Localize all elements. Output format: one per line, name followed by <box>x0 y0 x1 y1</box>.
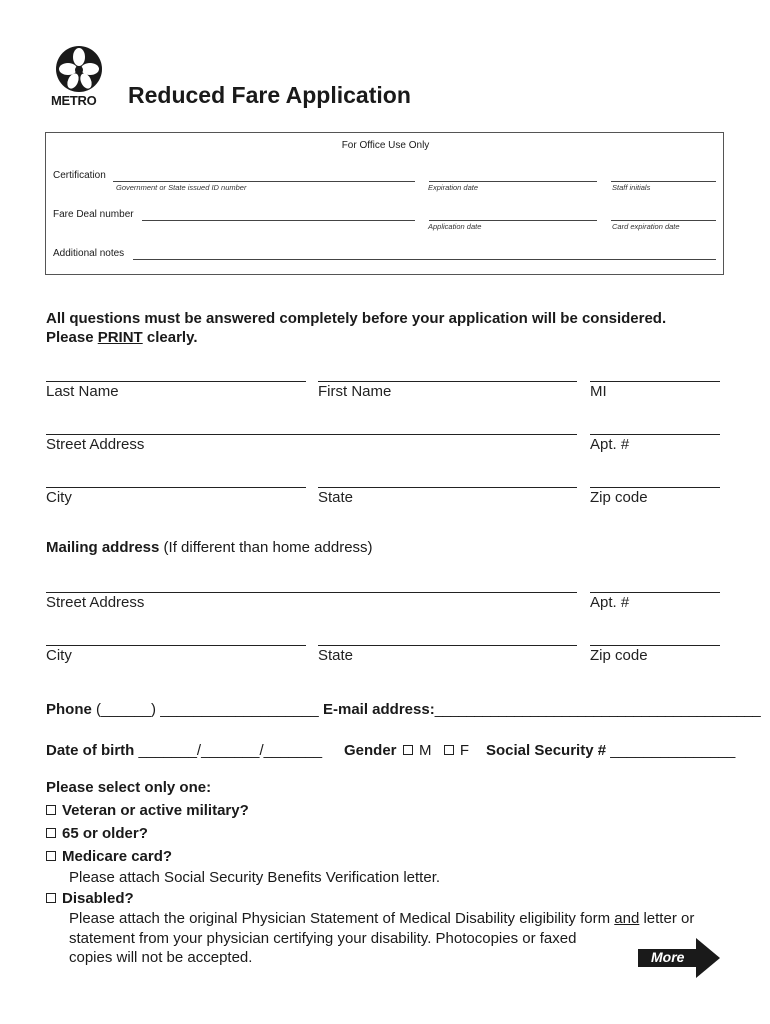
first-name-field[interactable] <box>318 381 577 382</box>
certification-line[interactable] <box>113 181 415 182</box>
gender-f-checkbox[interactable] <box>444 745 454 755</box>
state-field[interactable] <box>318 487 577 488</box>
age65-checkbox[interactable] <box>46 828 56 838</box>
staff-initials-line[interactable] <box>611 181 716 182</box>
veteran-checkbox[interactable] <box>46 805 56 815</box>
mailing-zip-field[interactable] <box>590 645 720 646</box>
option-medicare[interactable]: Medicare card? <box>46 848 172 865</box>
medicare-note: Please attach Social Security Benefits Verification letter. <box>69 869 441 886</box>
page-title: Reduced Fare Application <box>128 82 411 108</box>
application-date-line[interactable] <box>429 220 597 221</box>
dob-field[interactable]: _______/_______/_______ <box>134 742 323 759</box>
certification-label: Certification <box>53 170 106 181</box>
expiration-caption: Expiration date <box>428 183 479 192</box>
mailing-zip-label: Zip code <box>590 647 648 664</box>
phone-field[interactable]: (______) ___________________ <box>91 701 319 718</box>
dob-row <box>46 742 322 760</box>
zip-label: Zip code <box>590 489 648 506</box>
state-label: State <box>318 489 354 506</box>
card-exp-caption: Card expiration date <box>612 222 680 231</box>
mailing-city-label: City <box>46 647 72 664</box>
ssn-label: Social Security # <box>486 742 607 759</box>
gender-f-label: F <box>459 742 470 759</box>
mailing-apt-label: Apt. # <box>590 594 630 611</box>
instructions <box>46 309 666 347</box>
option-65[interactable]: 65 or older? <box>46 825 148 842</box>
gender-label: Gender <box>344 742 397 759</box>
mailing-state-field[interactable] <box>318 645 577 646</box>
street-label: Street Address <box>46 436 145 453</box>
option-disabled[interactable]: Disabled? <box>46 890 134 907</box>
apt-label: Apt. # <box>590 436 630 453</box>
zip-field[interactable] <box>590 487 720 488</box>
mi-field[interactable] <box>590 381 720 382</box>
city-field[interactable] <box>46 487 306 488</box>
office-use-box <box>45 132 724 275</box>
more-label: More <box>651 949 685 965</box>
metro-logo <box>48 44 110 110</box>
ssn-field[interactable]: _______________ <box>606 742 736 759</box>
application-caption: Application date <box>428 222 482 231</box>
options-heading: Please select only one: <box>46 779 212 796</box>
mailing-state-label: State <box>318 647 354 664</box>
street-field[interactable] <box>46 434 577 435</box>
last-name-label: Last Name <box>46 383 119 400</box>
cert-caption: Government or State issued ID number <box>116 183 247 192</box>
fare-deal-line[interactable] <box>142 220 415 221</box>
notes-line[interactable] <box>133 259 716 260</box>
phone-row <box>46 701 319 719</box>
city-label: City <box>46 489 72 506</box>
mailing-apt-field[interactable] <box>590 592 720 593</box>
mi-label: MI <box>590 383 607 400</box>
instructions-line2: Please PRINT clearly. <box>46 329 198 346</box>
mailing-street-label: Street Address <box>46 594 145 611</box>
first-name-label: First Name <box>318 383 392 400</box>
fare-deal-label: Fare Deal number <box>53 209 134 220</box>
medicare-checkbox[interactable] <box>46 851 56 861</box>
mailing-street-field[interactable] <box>46 592 577 593</box>
mailing-city-field[interactable] <box>46 645 306 646</box>
more-button[interactable] <box>638 938 720 978</box>
disabled-note: Please attach the original Physician Statement of Medical Disability eligibility form and letter or statement from your physician certifying your disability. Photocopies or faxed copies will not be accepted. <box>69 910 695 966</box>
last-name-field[interactable] <box>46 381 306 382</box>
dob-label: Date of birth <box>46 742 135 759</box>
email-row <box>323 701 760 719</box>
ssn-row <box>486 742 735 760</box>
option-veteran[interactable]: Veteran or active military? <box>46 802 249 819</box>
card-expiration-line[interactable] <box>611 220 716 221</box>
instructions-line1: All questions must be answered completely before your application will be considered. <box>46 310 667 327</box>
metro-wordmark: METRO <box>51 93 97 108</box>
gender-m-label: M <box>418 742 432 759</box>
office-use-heading: For Office Use Only <box>341 140 430 151</box>
phone-label: Phone <box>46 701 92 718</box>
expiration-line[interactable] <box>429 181 597 182</box>
disabled-checkbox[interactable] <box>46 893 56 903</box>
gender-m-checkbox[interactable] <box>403 745 413 755</box>
mailing-heading: Mailing address (If different than home address) <box>46 539 373 556</box>
staff-caption: Staff initials <box>612 183 651 192</box>
apt-field[interactable] <box>590 434 720 435</box>
email-field[interactable]: _________________________________________ <box>434 701 761 718</box>
gender-row <box>344 742 469 760</box>
notes-label: Additional notes <box>53 248 125 259</box>
email-label: E-mail address: <box>323 701 435 718</box>
